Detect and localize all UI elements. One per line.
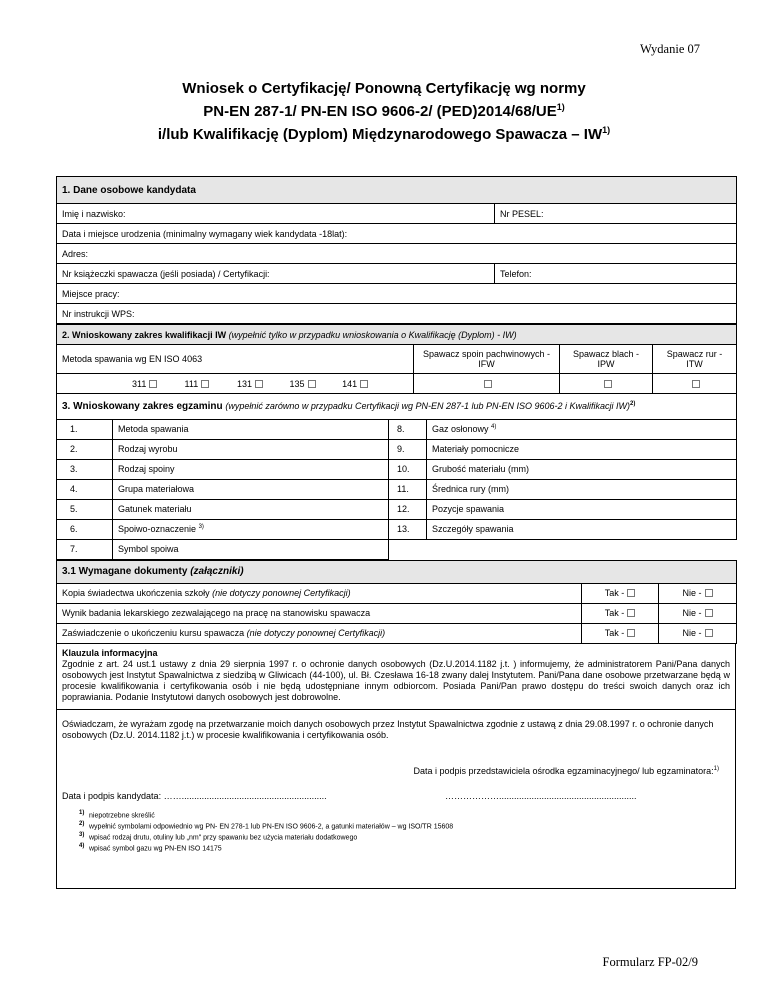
method-131[interactable]: 131 — [237, 379, 287, 389]
section-personal-data — [56, 176, 737, 324]
method-111[interactable]: 111 — [185, 379, 235, 389]
name-field[interactable]: Imię i nazwisko: — [57, 204, 495, 224]
plate-checkbox[interactable] — [560, 374, 653, 394]
checkbox-icon[interactable] — [255, 380, 263, 388]
footer-divider — [56, 888, 736, 889]
exam-item-number: 7. — [57, 539, 113, 559]
footnote: $^{3)}$ wpisać rodzaj drutu, otuliny lub „nm" przy spawaniu bez użycia materiału dodatkowego — [79, 832, 358, 842]
exam-empty-cell — [389, 539, 737, 559]
exam-item-number: 3. — [57, 459, 113, 479]
exam-item-number: 4. — [57, 479, 113, 499]
candidate-signature[interactable]: Data i podpis kandydata: …….......................................................... — [62, 790, 327, 801]
document-label: Wynik badania lekarskiego zezwalającego na pracę na stanowisku spawacza — [57, 603, 582, 623]
consent-text: Oświadczam, że wyrażam zgodę na przetwarzanie moich danych osobowych przez Instytut Spawalnictwa zgodnie z ustawą z dnia 29.08.1997 r. o ochronie danych osobowych (Dz.U. 2014.1182 j.t.) w procesie kwalifikowania i certyfikowania osób. — [62, 718, 714, 740]
pipe-welder-header: Spawacz rur - ITW — [653, 345, 737, 374]
document-label: Zaświadczenie o ukończeniu kursu spawacza (nie dotyczy ponownej Certyfikacji) — [57, 623, 582, 643]
exam-item-label[interactable]: Średnica rury (mm) — [427, 479, 737, 499]
center-signature-line[interactable]: ………………....................................................... — [445, 790, 637, 801]
footnote: $^{1)}$ niepotrzebne skreślić — [79, 809, 155, 819]
checkbox-icon[interactable] — [360, 380, 368, 388]
center-signature-label: Data i podpis przedstawiciela ośrodka egzaminacyjnego/ lub egzaminatora:$^{1)}$ — [413, 765, 719, 776]
checkbox-icon[interactable] — [149, 380, 157, 388]
title-line-1: Wniosek o Certyfikację/ Ponowną Certyfikację wg normy — [182, 80, 586, 97]
form-title — [0, 80, 768, 144]
exam-item-number: 6. — [57, 519, 113, 539]
exam-item-number: 8. — [389, 419, 427, 439]
checkbox-icon[interactable] — [308, 380, 316, 388]
exam-item-number: 10. — [389, 459, 427, 479]
plate-welder-header: Spawacz blach - IPW — [560, 345, 653, 374]
title-line-3: i/lub Kwalifikację (Dyplom) Międzynarodowego Spawacza – IW$^{1)}$ — [157, 125, 611, 143]
information-clause — [56, 644, 736, 710]
exam-row — [57, 499, 737, 519]
exam-item-label[interactable]: Rodzaj wyrobu — [113, 439, 389, 459]
exam-item-label[interactable]: Gaz osłonowy $^{4)}$ — [427, 419, 737, 439]
workplace-field[interactable]: Miejsce pracy: — [57, 284, 737, 304]
wps-field[interactable]: Nr instrukcji WPS: — [57, 304, 737, 324]
phone-field[interactable]: Telefon: — [495, 264, 737, 284]
checkbox-icon[interactable] — [627, 629, 635, 637]
exam-item-label[interactable]: Grubość materiału (mm) — [427, 459, 737, 479]
document-no[interactable]: Nie - — [659, 583, 737, 603]
method-label: Metoda spawania wg EN ISO 4063 — [57, 345, 414, 374]
section-qualification-range — [56, 324, 737, 394]
method-311[interactable]: 311 — [132, 379, 182, 389]
clause-text: Zgodnie z art. 24 ust.1 ustawy z dnia 29 sierpnia 1997 r. o ochronie danych osobowych (Dz.U.2014.1182 j.t. ) informujemy, że administratorem Pani/Pana danych osobowych jest Instytut Spawalnictwa z siedzibą w Gliwicach (44-100), ul. Bł. Czesława 16-18 zwany dalej Instytutem. Pani/Pana dane osobowe przetwarzane będą w procesie kwalifikowania i certyfikowania osób i nie będą udostępniane innym odbiorcom. Posiada Pani/Pan prawo dostępu do treści swoich danych oraz ich poprawiania. Podanie Instytutowi danych osobowych jest dobrowolne. — [62, 658, 730, 702]
document-yes[interactable]: Tak - — [582, 623, 659, 643]
exam-item-label[interactable]: Spoiwo-oznaczenie $^{3)}$ — [113, 519, 389, 539]
exam-item-number: 9. — [389, 439, 427, 459]
exam-item-number: 5. — [57, 499, 113, 519]
exam-row — [57, 519, 737, 539]
document-row — [57, 583, 737, 603]
exam-item-label[interactable]: Rodzaj spoiny — [113, 459, 389, 479]
fillet-welder-header: Spawacz spoin pachwinowych - IFW — [414, 345, 560, 374]
exam-item-number: 2. — [57, 439, 113, 459]
document-yes[interactable]: Tak - — [582, 603, 659, 623]
pesel-field[interactable]: Nr PESEL: — [495, 204, 737, 224]
booklet-field[interactable]: Nr książeczki spawacza (jeśli posiada) / Certyfikacji: — [57, 264, 495, 284]
section-required-documents — [56, 560, 737, 644]
form-number: Formularz FP-02/9 — [602, 955, 698, 969]
footnotes — [79, 809, 453, 854]
document-yes[interactable]: Tak - — [582, 583, 659, 603]
exam-item-label[interactable]: Metoda spawania — [113, 419, 389, 439]
fillet-checkbox[interactable] — [414, 374, 560, 394]
checkbox-icon[interactable] — [627, 609, 635, 617]
exam-item-label[interactable]: Materiały pomocnicze — [427, 439, 737, 459]
exam-row — [57, 419, 737, 439]
pipe-checkbox[interactable] — [653, 374, 737, 394]
method-135[interactable]: 135 — [290, 379, 340, 389]
address-field[interactable]: Adres: — [57, 244, 737, 264]
checkbox-icon[interactable] — [705, 589, 713, 597]
exam-item-label[interactable]: Gatunek materiału — [113, 499, 389, 519]
section31-heading: 3.1 Wymagane dokumenty (załączniki) — [57, 560, 737, 583]
clause-heading: Klauzula informacyjna — [62, 647, 158, 658]
checkbox-icon[interactable] — [705, 629, 713, 637]
exam-item-label[interactable]: Symbol spoiwa — [113, 539, 389, 559]
exam-item-number: 1. — [57, 419, 113, 439]
exam-item-number: 11. — [389, 479, 427, 499]
birth-field[interactable]: Data i miejsce urodzenia (minimalny wymagany wiek kandydata -18lat): — [57, 224, 737, 244]
edition-label: Wydanie 07 — [640, 42, 700, 56]
document-no[interactable]: Nie - — [659, 623, 737, 643]
checkbox-icon[interactable] — [201, 380, 209, 388]
exam-item-number: 12. — [389, 499, 427, 519]
exam-item-label[interactable]: Grupa materiałowa — [113, 479, 389, 499]
exam-row — [57, 479, 737, 499]
checkbox-icon[interactable] — [484, 380, 492, 388]
document-row — [57, 603, 737, 623]
checkbox-icon[interactable] — [692, 380, 700, 388]
exam-row — [57, 539, 737, 559]
application-form — [56, 176, 736, 889]
footnote: $^{4)}$ wpisać symbol gazu wg PN-EN ISO 14175 — [79, 843, 222, 853]
consent-box — [56, 710, 736, 889]
checkbox-icon[interactable] — [705, 609, 713, 617]
exam-row — [57, 459, 737, 479]
checkbox-icon[interactable] — [627, 589, 635, 597]
checkbox-icon[interactable] — [604, 380, 612, 388]
title-line-2: PN-EN 287-1/ PN-EN ISO 9606-2/ (PED)2014/68/UE$^{1)}$ — [203, 102, 565, 120]
exam-item-label[interactable]: Pozycje spawania — [427, 499, 737, 519]
method-checkboxes — [57, 374, 414, 394]
document-row — [57, 623, 737, 643]
footnote: $^{2)}$ wypełnić symbolami odpowiednio wg PN- EN 278-1 lub PN-EN ISO 9606-2, a gatunki materiałów – wg ISO/TR 15608 — [79, 820, 454, 831]
document-label: Kopia świadectwa ukończenia szkoły (nie dotyczy ponownej Certyfikacji) — [57, 583, 582, 603]
method-141[interactable]: 141 — [342, 379, 382, 389]
section-exam-range — [56, 394, 737, 560]
section2-heading: 2. Wnioskowany zakres kwalifikacji IW (wypełnić tylko w przypadku wnioskowania o Kwalifikację (Dyplom) - IW) — [57, 325, 737, 345]
exam-item-number: 13. — [389, 519, 427, 539]
exam-item-label[interactable]: Szczegóły spawania — [427, 519, 737, 539]
exam-row — [57, 439, 737, 459]
document-no[interactable]: Nie - — [659, 603, 737, 623]
section3-heading: 3. Wnioskowany zakres egzaminu (wypełnić zarówno w przypadku Certyfikacji wg PN-EN 287-1 lub PN-EN ISO 9606-2 i Kwalifikacji IW)$^{2)}$ — [57, 394, 737, 419]
section1-heading: 1. Dane osobowe kandydata — [57, 177, 737, 204]
